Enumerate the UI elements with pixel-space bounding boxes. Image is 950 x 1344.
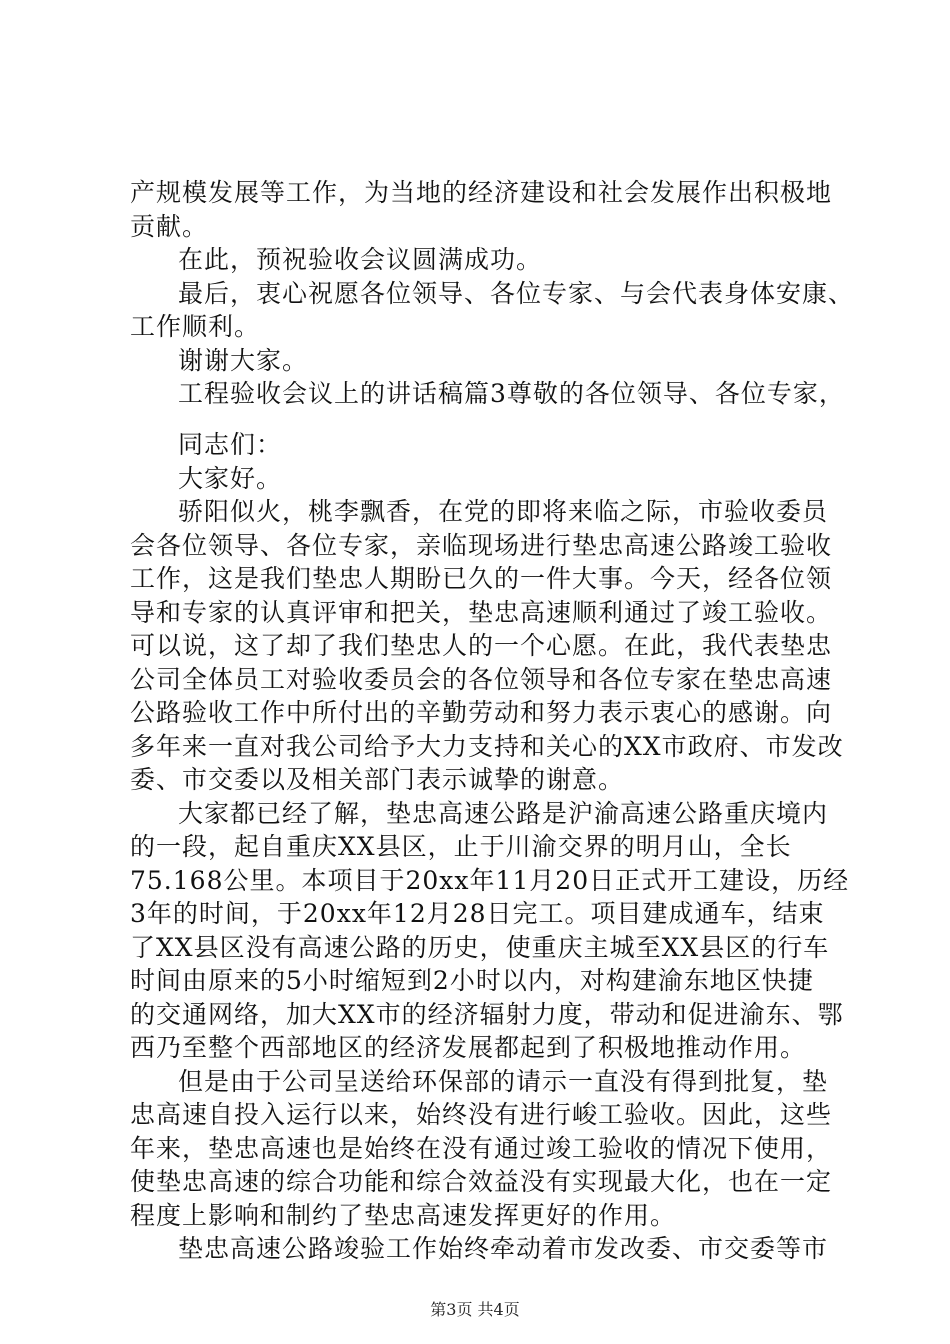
text-line: 垫忠高速公路竣验工作始终牵动着市发改委、市交委等市 bbox=[178, 1234, 829, 1263]
text-line: 的一段，起自重庆XX县区，止于川渝交界的明月山，全长 bbox=[130, 832, 792, 861]
text-line: 多年来一直对我公司给予大力支持和关心的XX市政府、市发改 bbox=[130, 732, 844, 761]
text-line: 大家都已经了解，垫忠高速公路是沪渝高速公路重庆境内 bbox=[178, 799, 829, 828]
text-line: 骄阳似火，桃李飘香，在党的即将来临之际，市验收委员 bbox=[178, 497, 829, 526]
text-line: 公司全体员工对验收委员会的各位领导和各位专家在垫忠高速 bbox=[130, 665, 833, 694]
text-line: 会各位领导、各位专家，亲临现场进行垫忠高速公路竣工验收 bbox=[130, 531, 833, 560]
text-line: 同志们： bbox=[178, 430, 283, 459]
text-line: 西乃至整个西部地区的经济发展都起到了积极地推动作用。 bbox=[130, 1033, 807, 1062]
text-line: 的交通网络，加大XX市的经济辐射力度，带动和促进渝东、鄂 bbox=[130, 1000, 844, 1029]
text-line: 可以说，这了却了我们垫忠人的一个心愿。在此，我代表垫忠 bbox=[130, 631, 833, 660]
text-line: 导和专家的认真评审和把关，垫忠高速顺利通过了竣工验收。 bbox=[130, 598, 833, 627]
text-line: 3年的时间，于20xx年12月28日完工。项目建成通车，结束 bbox=[130, 899, 825, 928]
text-line: 大家好。 bbox=[178, 464, 283, 493]
text-line: 产规模发展等工作，为当地的经济建设和社会发展作出积极地 bbox=[130, 178, 833, 207]
text-line: 75.168公里。本项目于20xx年11月20日正式开工建设，历经 bbox=[130, 866, 850, 895]
text-line: 委、市交委以及相关部门表示诚挚的谢意。 bbox=[130, 765, 625, 794]
text-line: 在此，预祝验收会议圆满成功。 bbox=[178, 245, 543, 274]
text-line: 工程验收会议上的讲话稿篇3尊敬的各位领导、各位专家， bbox=[178, 379, 845, 408]
text-line: 工作顺利。 bbox=[130, 312, 261, 341]
text-line: 忠高速自投入运行以来，始终没有进行峻工验收。因此，这些 bbox=[130, 1100, 833, 1129]
text-line: 了XX县区没有高速公路的历史，使重庆主城至XX县区的行车 bbox=[130, 933, 830, 962]
text-line: 但是由于公司呈送给环保部的请示一直没有得到批复，垫 bbox=[178, 1067, 829, 1096]
text-line: 谢谢大家。 bbox=[178, 346, 309, 375]
text-line: 时间由原来的5小时缩短到2小时以内，对构建渝东地区快捷 bbox=[130, 966, 814, 995]
text-line: 最后，衷心祝愿各位领导、各位专家、与会代表身体安康、 bbox=[178, 279, 855, 308]
text-line: 使垫忠高速的综合功能和综合效益没有实现最大化，也在一定 bbox=[130, 1167, 833, 1196]
text-line: 工作，这是我们垫忠人期盼已久的一件大事。今天，经各位领 bbox=[130, 564, 833, 593]
text-line: 公路验收工作中所付出的辛勤劳动和努力表示衷心的感谢。向 bbox=[130, 698, 833, 727]
text-line: 年来，垫忠高速也是始终在没有通过竣工验收的情况下使用， bbox=[130, 1134, 833, 1163]
page-number: 第3页 共4页 bbox=[430, 1300, 520, 1319]
text-line: 贡献。 bbox=[130, 212, 209, 241]
text-line: 程度上影响和制约了垫忠高速发挥更好的作用。 bbox=[130, 1201, 677, 1230]
